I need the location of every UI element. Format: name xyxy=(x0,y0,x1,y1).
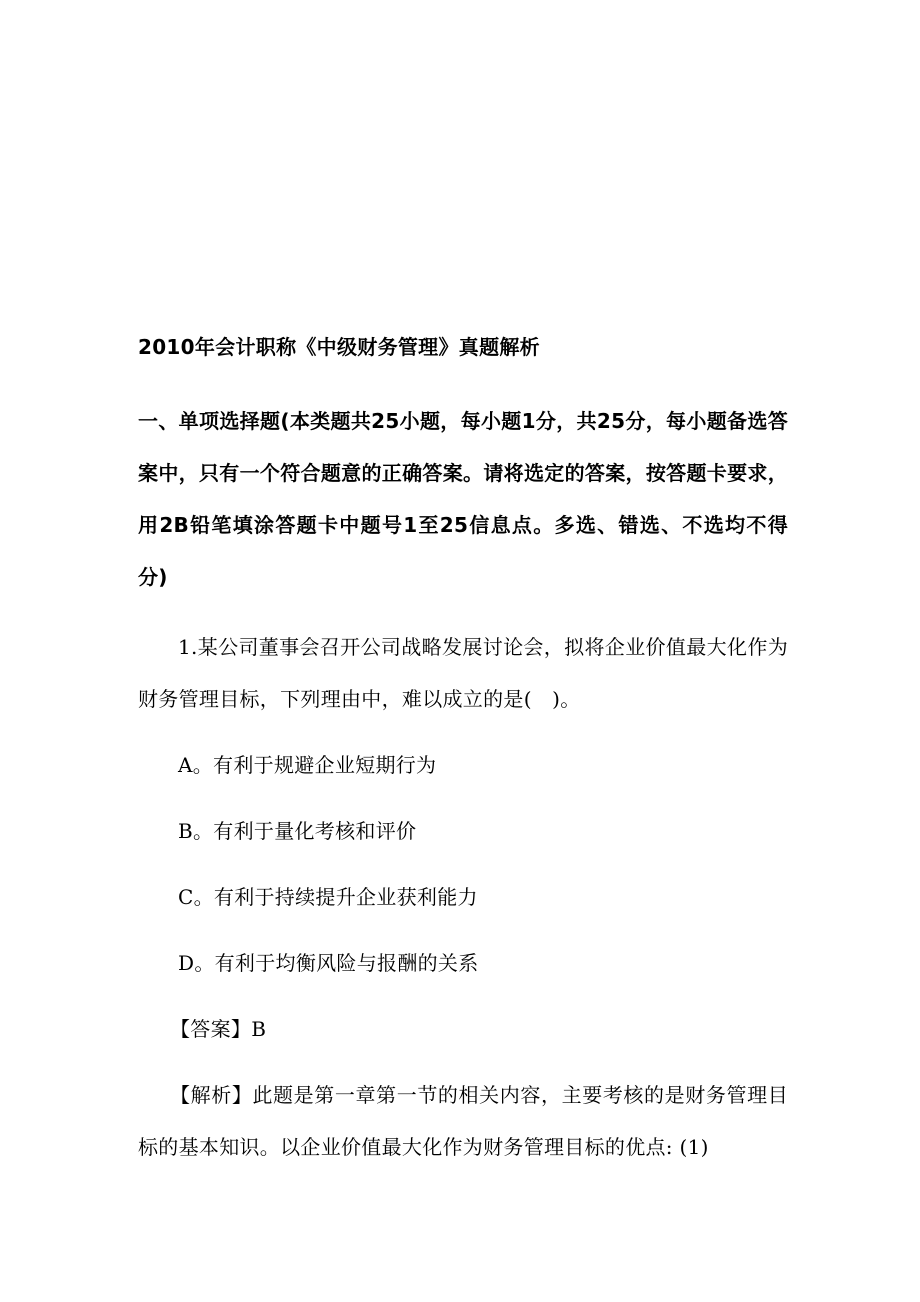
analysis: 【解析】此题是第一章第一节的相关内容，主要考核的是财务管理目标的基本知识。以企业价值最大化作为财务管理目标的优点: (1) xyxy=(138,1083,788,1159)
option-a: A。有利于规避企业短期行为 xyxy=(178,753,437,777)
option-c: C。有利于持续提升企业获利能力 xyxy=(178,885,478,909)
option-b: B。有利于量化考核和评价 xyxy=(178,819,417,843)
document-title: 2010年会计职称《中级财务管理》真题解析 xyxy=(138,335,540,359)
document-body xyxy=(138,325,788,1173)
section-heading: 一、单项选择题(本类题共25小题，每小题1分，共25分，每小题备选答案中，只有一个符合题意的正确答案。请将选定的答案，按答题卡要求，用2B铅笔填涂答题卡中题号1至25信息点。多选、错选、不选均不得分) xyxy=(138,409,788,589)
answer: 【答案】B xyxy=(170,1017,267,1041)
option-d: D。有利于均衡风险与报酬的关系 xyxy=(178,951,479,975)
question-stem: 1.某公司董事会召开公司战略发展讨论会，拟将企业价值最大化作为财务管理目标，下列理由中，难以成立的是( )。 xyxy=(138,635,788,711)
